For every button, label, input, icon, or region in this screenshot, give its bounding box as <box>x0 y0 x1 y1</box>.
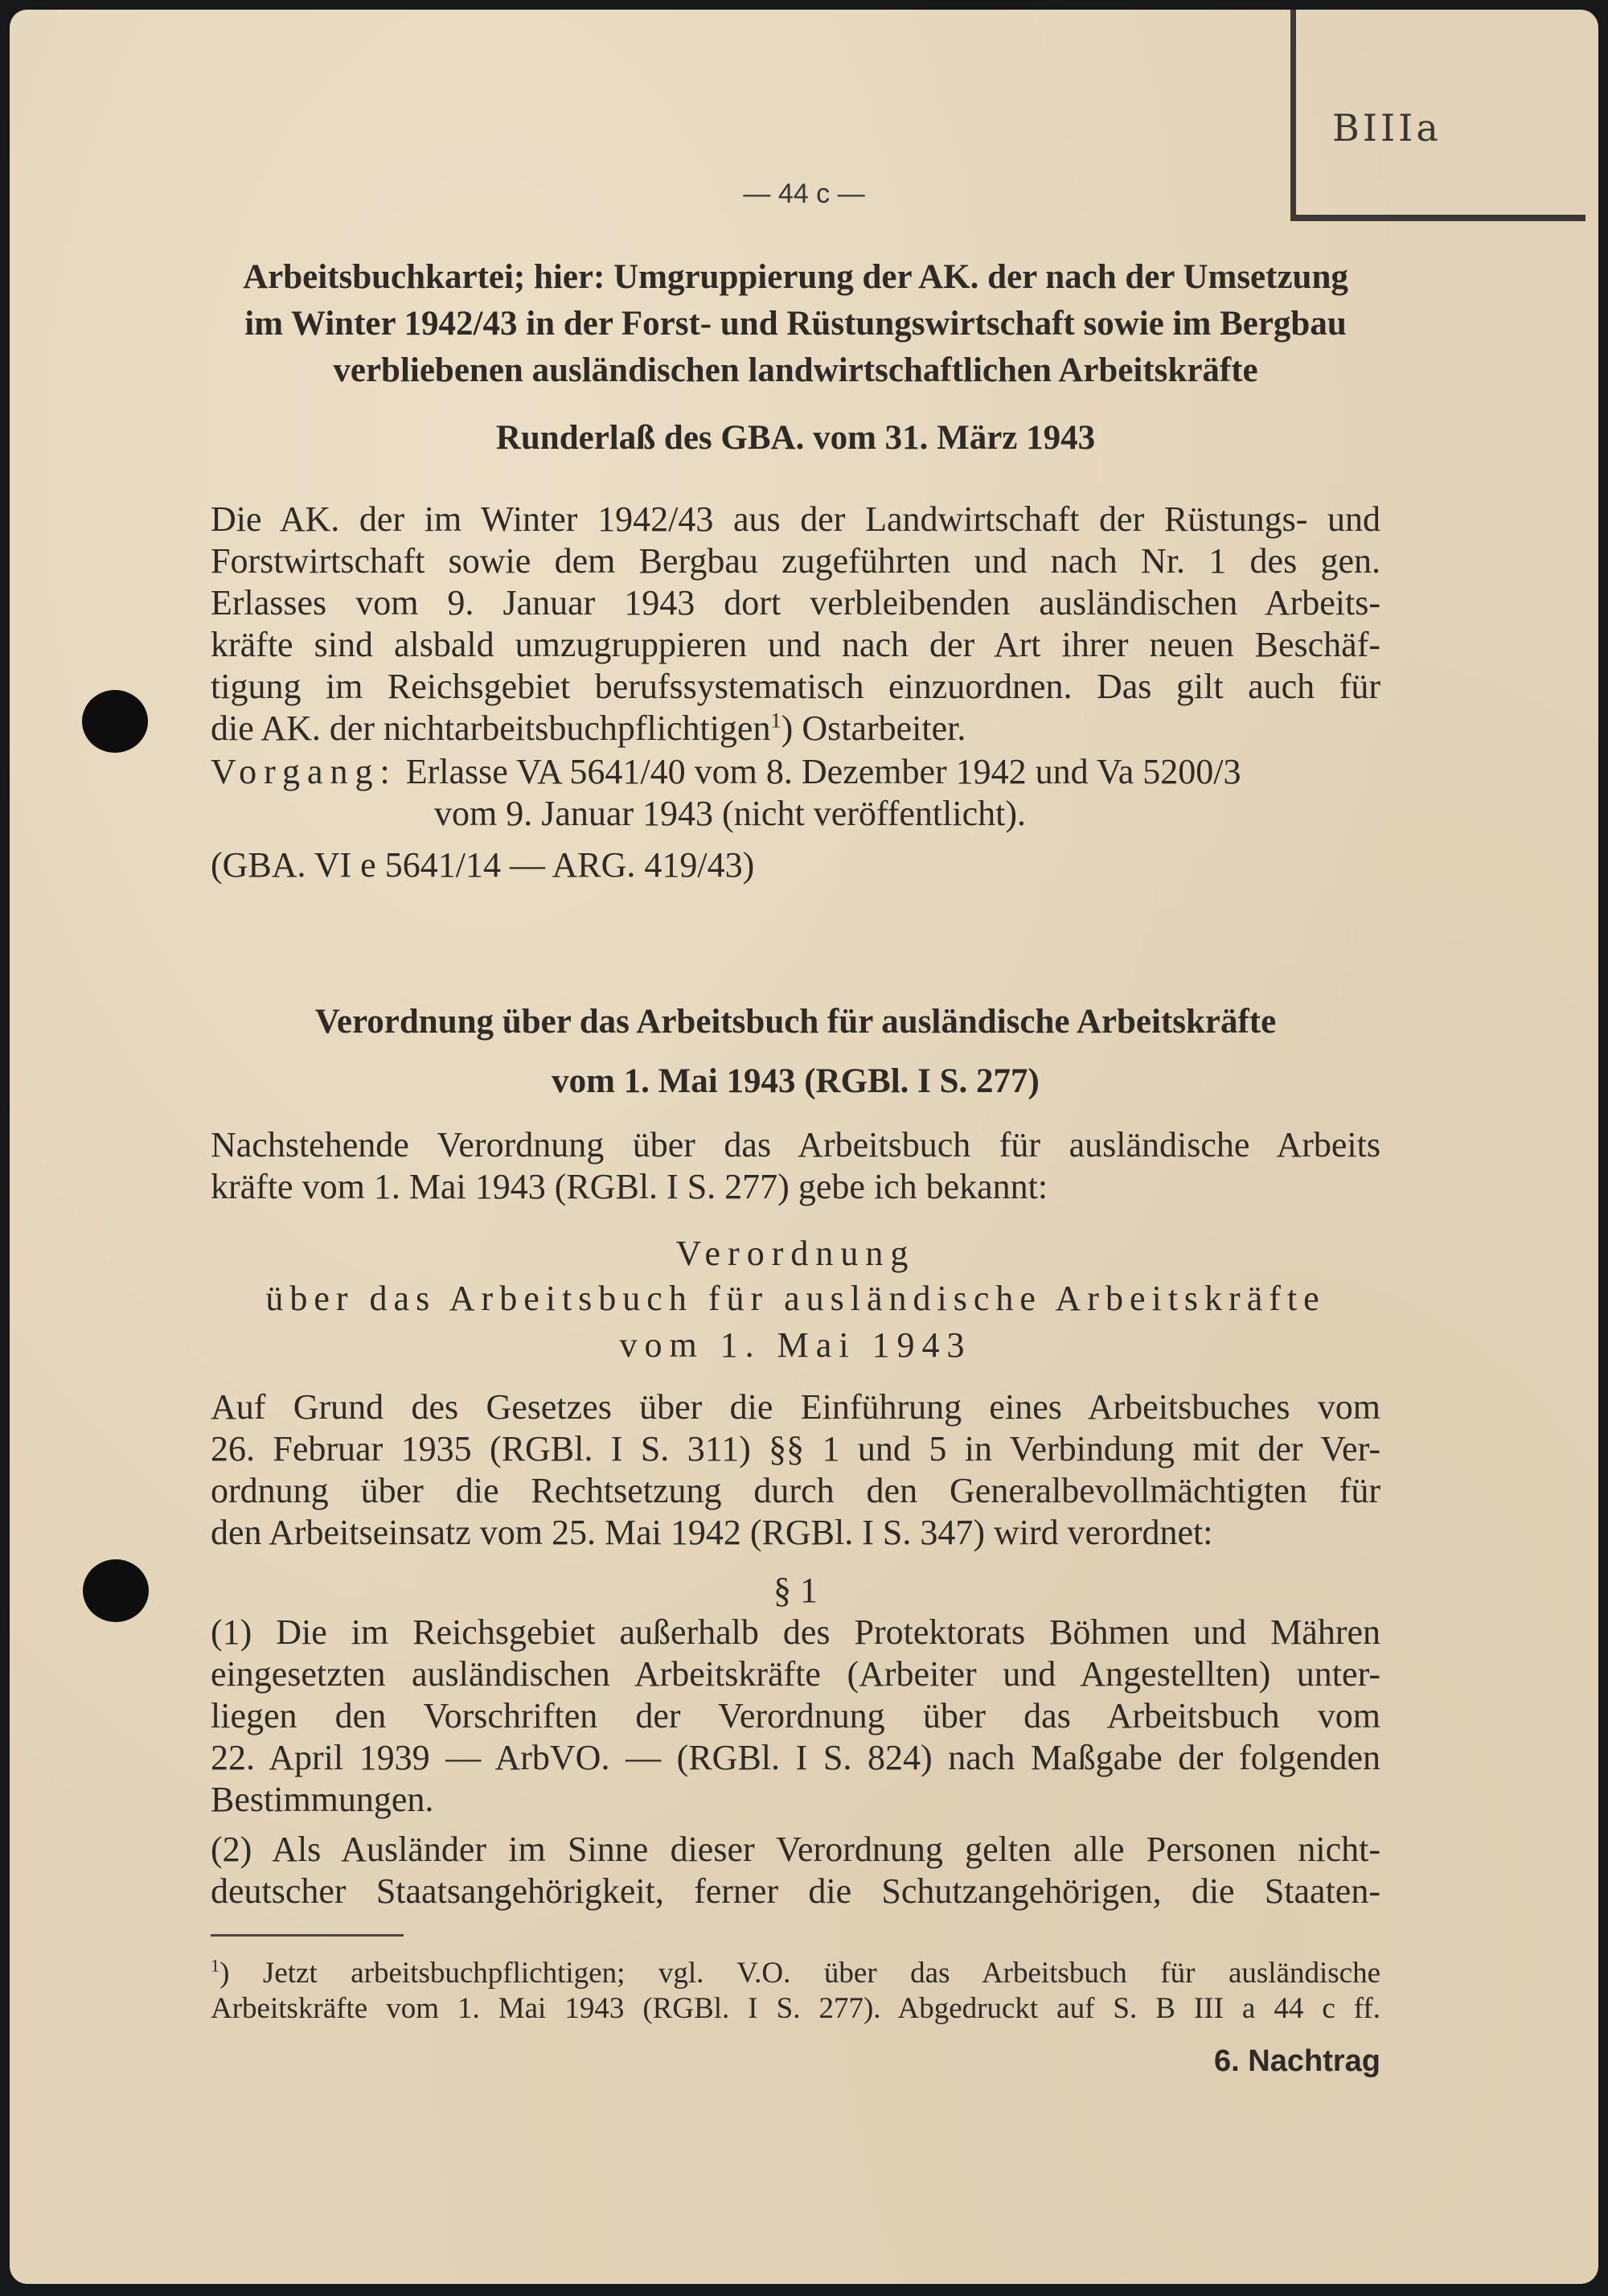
para2-line: deutscher Staatsangehörigkeit, ferner die Schutzangehörigen, die Staaten- <box>211 1871 1380 1911</box>
preamble-line: ordnung über die Rechtsetzung durch den Generalbevollmächtigten für <box>211 1471 1380 1510</box>
section1-title-line: verbliebenen ausländischen landwirtschaftlichen Arbeitskräfte <box>333 351 1258 389</box>
decree-heading-line: vom 1. Mai 1943 <box>619 1325 972 1365</box>
para1-line: Bestimmungen. <box>211 1780 434 1819</box>
footnote-rule <box>211 1934 404 1937</box>
preamble <box>211 1386 1380 1554</box>
punch-hole-top <box>82 690 148 753</box>
decree-heading-line: über das Arbeitsbuch für ausländische Arbeitskräfte <box>265 1279 1326 1318</box>
footnote-text: ) Jetzt arbeitsbuchpflichtigen; vgl. V.O. über das Arbeitsbuch für ausländische <box>219 1957 1380 1990</box>
section1-title-line: Arbeitsbuchkartei; hier: Umgruppierung der AK. der nach der Umsetzung <box>243 258 1348 296</box>
body-line: Die AK. der im Winter 1942/43 aus der Landwirtschaft der Rüstungs- und <box>211 499 1380 539</box>
page-number: — 44 c — <box>743 179 865 209</box>
body-line: tigung im Reichsgebiet berufssystematisch einzuordnen. Das gilt auch für <box>211 667 1380 706</box>
preamble-line: Auf Grund des Gesetzes über die Einführung eines Arbeitsbuches vom <box>211 1387 1380 1427</box>
corner-box-horizontal-rule <box>1290 215 1585 221</box>
section-mark: BIIIa <box>1332 106 1442 150</box>
body-text: ) Ostarbeiter. <box>781 709 966 748</box>
vorgang-line: vom 9. Januar 1943 (nicht veröffentlicht). <box>434 794 1026 833</box>
body-line: kräfte sind alsbald umzugruppieren und nach der Art ihrer neuen Beschäf- <box>211 625 1380 664</box>
punch-hole-bottom <box>83 1559 149 1622</box>
section1-title <box>211 254 1380 394</box>
footnote-marker: 1 <box>211 1955 220 1976</box>
footnote <box>211 1956 1380 2027</box>
intro-line: kräfte vom 1. Mai 1943 (RGBl. I S. 277) gebe ich bekannt: <box>211 1167 1048 1206</box>
preamble-line: den Arbeitseinsatz vom 25. Mai 1942 (RGBl. I S. 347) wird verordnet: <box>211 1513 1213 1552</box>
vorgang-block <box>211 751 1380 886</box>
para1-line: liegen den Vorschriften der Verordnung über das Arbeitsbuch vom <box>211 1696 1380 1735</box>
body-line: Erlasses vom 9. Januar 1943 dort verbleibenden ausländischen Arbeits- <box>211 583 1380 622</box>
footnote-line: Arbeitskräfte vom 1. Mai 1943 (RGBl. I S. 277). Abgedruckt auf S. B III a 44 c ff. <box>211 1992 1380 2025</box>
supplement-label: 6. Nachtrag <box>1214 2044 1380 2078</box>
body-line-last <box>211 708 1380 750</box>
decree-heading-line: Verordnung <box>675 1234 916 1273</box>
para1-line: (1) Die im Reichsgebiet außerhalb des Protektorats Böhmen und Mähren <box>211 1612 1380 1652</box>
footnote-line <box>211 1956 1380 1991</box>
section1-subtitle: Runderlaß des GBA. vom 31. März 1943 <box>495 419 1096 457</box>
footnote-marker: 1 <box>770 708 781 733</box>
vorgang-text: Erlasse VA 5641/40 vom 8. Dezember 1942 und Va 5200/3 <box>405 752 1241 791</box>
body-text: die AK. der nichtarbeitsbuchpflichtigen <box>211 709 771 748</box>
para1-line: eingesetzten ausländischen Arbeitskräfte (Arbeiter und Angestellten) unter- <box>211 1654 1380 1694</box>
section1-body <box>211 499 1380 750</box>
para1-line: 22. April 1939 — ArbVO. — (RGBl. I S. 824) nach Maßgabe der folgenden <box>211 1738 1380 1777</box>
section2-title-line: Verordnung über das Arbeitsbuch für ausländische Arbeitskräfte <box>314 1003 1277 1041</box>
preamble-line: 26. Februar 1935 (RGBl. I S. 311) §§ 1 und 5 in Verbindung mit der Ver- <box>211 1429 1380 1468</box>
section2-intro <box>211 1124 1380 1208</box>
vorgang-line <box>211 751 1380 793</box>
intro-line: Nachstehende Verordnung über das Arbeitsbuch für ausländische Arbeits <box>211 1125 1380 1164</box>
decree-heading <box>211 1231 1380 1370</box>
vorgang-label: Vorgang: <box>211 752 397 791</box>
para2-line: (2) Als Ausländer im Sinne dieser Verordnung gelten alle Personen nicht- <box>211 1830 1380 1869</box>
section1-subtitle-wrap <box>211 415 1380 462</box>
paragraph-1 <box>211 1570 1380 1912</box>
section2-title <box>211 992 1380 1111</box>
section1-title-line: im Winter 1942/43 in der Forst- und Rüstungswirtschaft sowie im Bergbau <box>244 305 1347 343</box>
section2-title-line: vom 1. Mai 1943 (RGBl. I S. 277) <box>552 1062 1040 1100</box>
paragraph-mark: § 1 <box>773 1571 818 1610</box>
body-line: Forstwirtschaft sowie dem Bergbau zugeführten und nach Nr. 1 des gen. <box>211 541 1380 581</box>
reference-number: (GBA. VI e 5641/14 — ARG. 419/43) <box>211 845 755 885</box>
